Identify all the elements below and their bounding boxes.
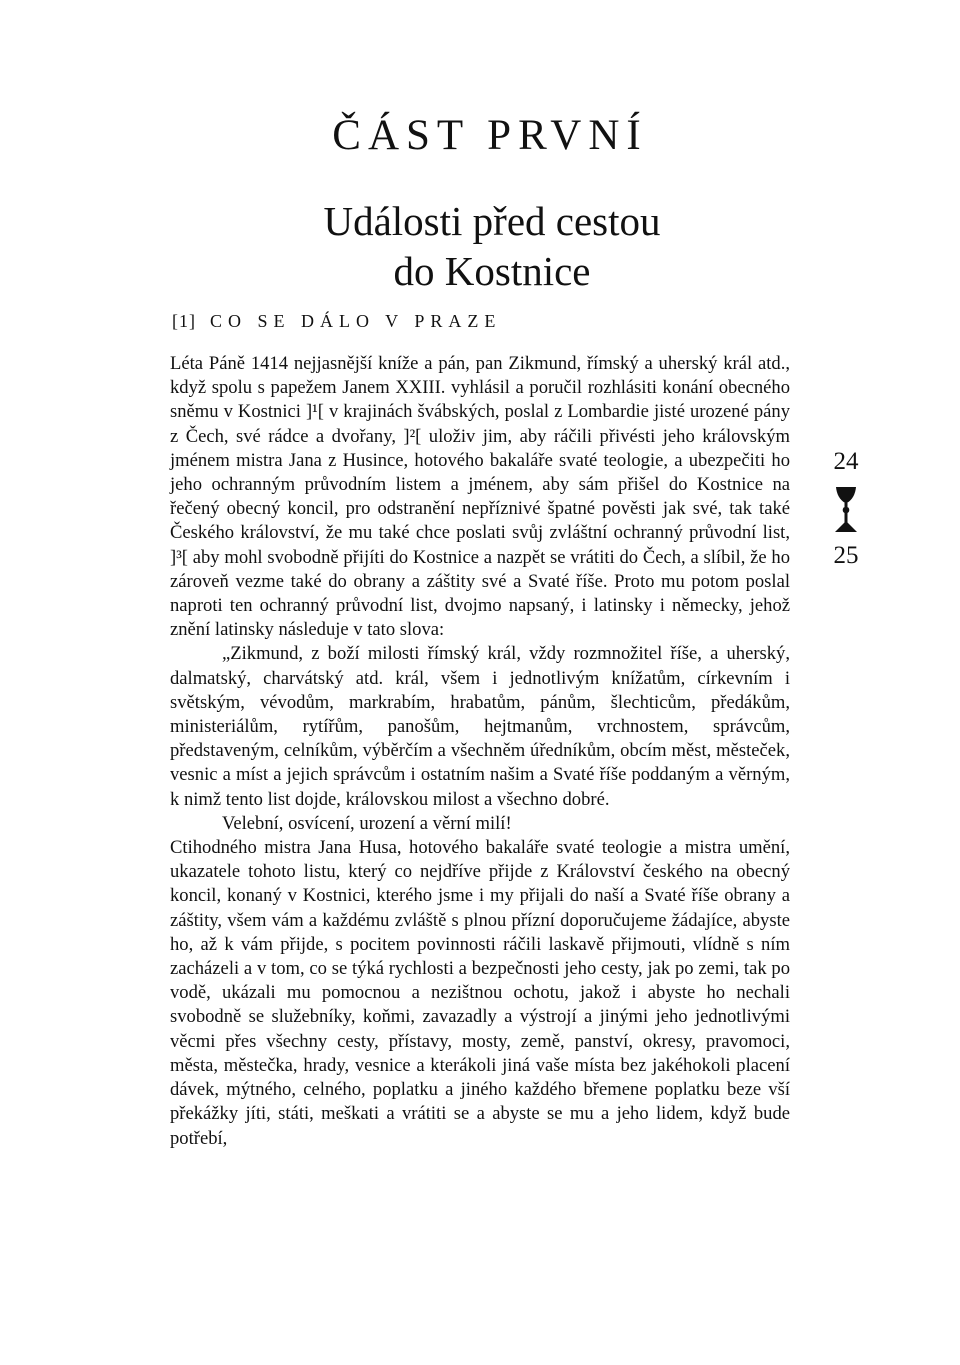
margin-page-marker (816, 447, 876, 571)
section-heading (172, 310, 501, 332)
chalice-icon (833, 483, 859, 535)
paragraph-1: Léta Páně 1414 nejjasnější kníže a pán, pan Zikmund, římský a uherský král atd., když spolu s papežem Janem XXIII. vyhlásil a poručil rozhlásiti konání obecného sněmu v Kostnici ]¹[ v krajinách švábských, poslal z Lombardie jisté urozené pány z Čech, své rádce a dvořany, ]²[ uloživ jim, aby ráčili přivésti jeho královským jménem mistra Jana z Husince, hotového bakaláře svaté teologie, a ubezpečiti ho jeho ochranným průvodním listem a jménem, aby sám přišel do Kostnice na řečený obecný koncil, pro odstranění nepříznivé špatné pověsti jak své, tak také Českého království, že mu také chce poslati svůj zvláštní ochranný průvodní list, ]³[ aby mohl svobodně přijíti do Kostnice a nazpět se vrátiti do Čech, a slíbil, že ho zároveň vezme také do obrany a záštity své a Svaté říše. Proto mu potom poslal naproti ten ochranný průvodní list, dvojmo napsaný, i latinsky i německy, jehož znění latinsky následuje v tato slova: (170, 353, 790, 641)
paragraph-4: Ctihodného mistra Jana Husa, hotového bakaláře svaté teologie a mistra umění, ukazatele tohoto listu, který co nejdříve přijde z Království českého na obecný koncil, konaný v Kostnici, kterého jsme i my přijali do naší a Svaté říše obrany a záštity, všem vám a každému zvláště s plnou přízní doporučujeme žádajíce, abyste ho, až k vám přijde, s pocitem povinnosti ráčili laskavě přijmouti, vlídně s ním zacházeli a v tom, co se týká rychlosti a bezpečnosti jeho cesty, jak po zemi, tak po vodě, ukázali mu pomocnou a nezištnou ochotu, jakož i abyste ho nechali svobodně se služebníky, koňmi, zavazadly a výstrojí a jinými jeho jednotlivými věcmi přes všechny cesty, přístavy, mosty, země, panství, okresy, pravomoci, města, městečka, hrady, vesnice a kterákoli jiná vaše místa bez jakéhokoli placení dávek, mýtného, celného, poplatku a jiného každého břemene poplatku beze vší překážky jíti, státi, meškati a vrátiti se a abyste se mu a jeho lidem, když bude potřebí, (170, 837, 790, 1149)
body-text (170, 352, 790, 1151)
section-number: [1] (172, 311, 196, 331)
section-title: CO SE DÁLO V PRAZE (210, 311, 502, 331)
paragraph-2: „Zikmund, z boží milosti římský král, vždy rozmnožitel říše, a uherský, dalmatský, charvátský atd. král, všem i jednotlivým knížatům, církevním i světským, vévodům, markrabím, hrabatům, pánům, šlechticům, předákům, ministeriálům, rytířům, panošům, hejtmanům, vrchnostem, správcům, představeným, celníkům, výběrčím a všechněm úředníkům, obcím měst, městeček, vesnic a míst a jejich správcům i ostatním našim a Svaté říše poddaným a věrným, k nimž tento list dojde, královskou milost a všechno dobré. (170, 643, 790, 810)
margin-page-top: 24 (833, 448, 859, 475)
chapter-title (170, 196, 814, 296)
margin-page-bottom: 25 (833, 542, 859, 569)
paragraph-3: Velební, osvícení, urození a věrní milí! (222, 812, 512, 834)
chapter-title-line-1: Události před cestou (323, 198, 661, 244)
chapter-title-line-2: do Kostnice (393, 248, 591, 294)
part-title: ČÁST PRVNÍ (332, 112, 648, 159)
